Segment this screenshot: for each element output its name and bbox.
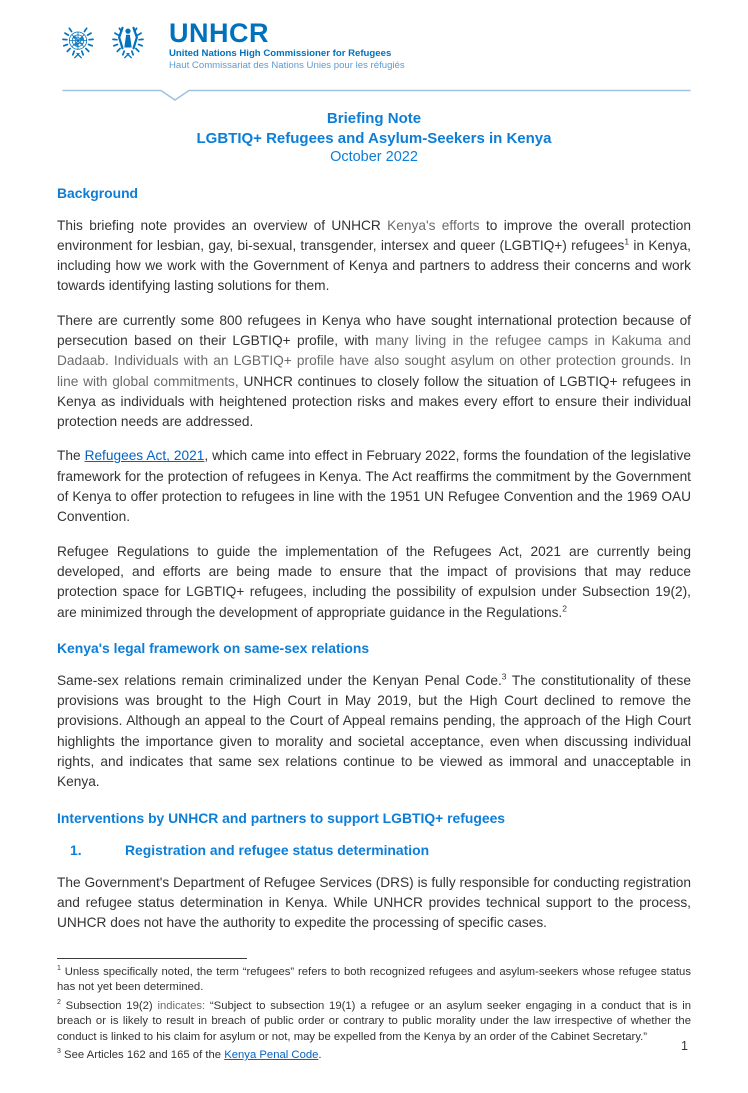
paragraph-legal-framework — [57, 671, 691, 793]
text-run: Unless specifically noted, the term “refugees” refers to both recognized refugees and asylum-seekers whose refugee status has not yet been determined. — [57, 965, 691, 994]
paragraph-background-4 — [57, 542, 691, 623]
subheading-label: Registration and refugee status determination — [125, 841, 430, 858]
text-run: The — [57, 448, 85, 464]
text-run: many living in the refugee camps in Kakuma and Dadaab. Individuals with an LGBTIQ+ profile have also sought asylum on other protection grounds. In line with global commitments, — [57, 332, 691, 389]
text-run: See Articles 162 and 165 of the — [60, 1049, 225, 1062]
footnote-marker: 3 — [501, 671, 507, 682]
text-run: This briefing note provides an overview of UNHCR — [57, 217, 388, 233]
text-run: The Government's Department of Refugee Services (DRS) is fully responsible for conducting registration and refugee status determination in Kenya. While UNHCR provides technical support to the process, UNHCR does not have the authority to expedite the processing of specific cases. — [57, 874, 691, 931]
text-run: Same-sex relations remain criminalized under the Kenyan Penal Code. — [57, 672, 502, 688]
text-run: Refugee Regulations to guide the implementation of the Refugees Act, 2021 are currently being developed, and efforts are being made to ensure that the impact of provisions that may reduce protection space for LGBTIQ+ refugees, including the possibility of expulsion under Subsection 19(2), are minimized through the development of appropriate guidance in the Regulations. — [57, 543, 691, 620]
footnote-1 — [57, 965, 691, 996]
paragraph-background-3 — [57, 446, 691, 527]
title-line-1: Briefing Note — [326, 110, 422, 127]
text-run: indicates: — [157, 999, 210, 1012]
footnote-separator — [57, 958, 247, 959]
footnote-marker: 2 — [562, 602, 567, 613]
page-number: 1 — [681, 1039, 688, 1053]
text-run: “Subject to subsection 19(1) a refugee or an asylum seeker engaging in a conduct that is in breach or is likely to result in breach of public order or contrary to public morality under the law irrespective of whether the conduct is linked to his claim for asylum or not, may be expelled from the Kenya by an order of the Cabinet Secretary.” — [57, 999, 691, 1043]
text-run: There are currently some 800 refugees in Kenya who have sought international protection because of persecution based on their LGBTIQ+ profile, with — [57, 312, 691, 348]
text-run: to improve the overall protection environment for lesbian, gay, bi-sexual, transgender, intersex and queer (LGBTIQ+) refugees — [57, 217, 691, 253]
footnote-2 — [57, 999, 691, 1046]
heading-interventions: Interventions by UNHCR and partners to support LGBTIQ+ refugees — [57, 809, 506, 826]
un-emblem-icon — [57, 20, 99, 60]
footnote-marker: 1 — [624, 236, 630, 247]
footnote-marker: 3 — [57, 1048, 61, 1056]
org-subtitle-en: United Nations High Commissioner for Refugees — [169, 48, 392, 59]
text-run: Subsection 19(2) — [60, 999, 158, 1012]
text-run: The constitutionality of these provisions was brought to the High Court in May 2019, but the High Court declined to remove the provisions. Although an appeal to the Court of Appeal remains pending, the approach of the High Court highlights the importance given to morality and societal acceptance, even when discussing individual rights, and indicates that same sex relations continue to be viewed as immoral and unacceptable in Kenya. — [57, 672, 691, 790]
org-subtitle-fr: Haut Commissariat des Nations Unies pour les réfugiés — [169, 60, 405, 71]
subheading-number: 1. — [70, 841, 82, 858]
page-header — [57, 20, 691, 102]
footnote-3 — [57, 1048, 691, 1064]
refugees-act-2021-link[interactable]: Refugees Act, 2021 — [84, 448, 205, 464]
footnote-marker: 2 — [57, 998, 61, 1006]
title-line-2: LGBTIQ+ Refugees and Asylum-Seekers in Kenya — [196, 129, 552, 147]
paragraph-background-1 — [57, 216, 691, 297]
logo-text — [169, 20, 405, 71]
footnote-marker: 1 — [57, 964, 61, 972]
heading-background: Background — [57, 184, 139, 201]
text-run: UNHCR continues to closely follow the situation of LGBTIQ+ refugees in Kenya as individuals with heightened protection risks and makes every effort to ensure their individual protection needs are addressed. — [57, 373, 691, 430]
kenya-penal-code-link[interactable]: Kenya Penal Code — [224, 1049, 319, 1062]
text-run: , which came into effect in February 2022, forms the foundation of the legislative framework for the protection of refugees in Kenya. The Act reaffirms the commitment by the Government of Kenya to offer protection to refugees in line with the 1951 UN Refugee Convention and the 1969 OAU Convention. — [57, 448, 691, 525]
org-wordmark: UNHCR — [169, 18, 269, 48]
subheading-registration — [70, 841, 691, 859]
paragraph-registration — [57, 873, 691, 934]
chevron-down-divider — [62, 88, 691, 102]
title-date: October 2022 — [330, 149, 418, 165]
text-run: Kenya's efforts — [387, 217, 480, 233]
footnotes-section — [57, 958, 691, 1064]
unhcr-emblem-icon — [107, 20, 149, 60]
text-run: in Kenya, including how we work with the Government of Kenya and partners to address their concerns and work towards identifying lasting solutions for them. — [57, 237, 691, 294]
paragraph-background-2 — [57, 311, 691, 433]
unhcr-logo — [57, 20, 691, 71]
text-run: . — [318, 1049, 322, 1062]
document-title — [57, 109, 691, 168]
heading-legal-framework: Kenya's legal framework on same-sex relations — [57, 639, 370, 656]
